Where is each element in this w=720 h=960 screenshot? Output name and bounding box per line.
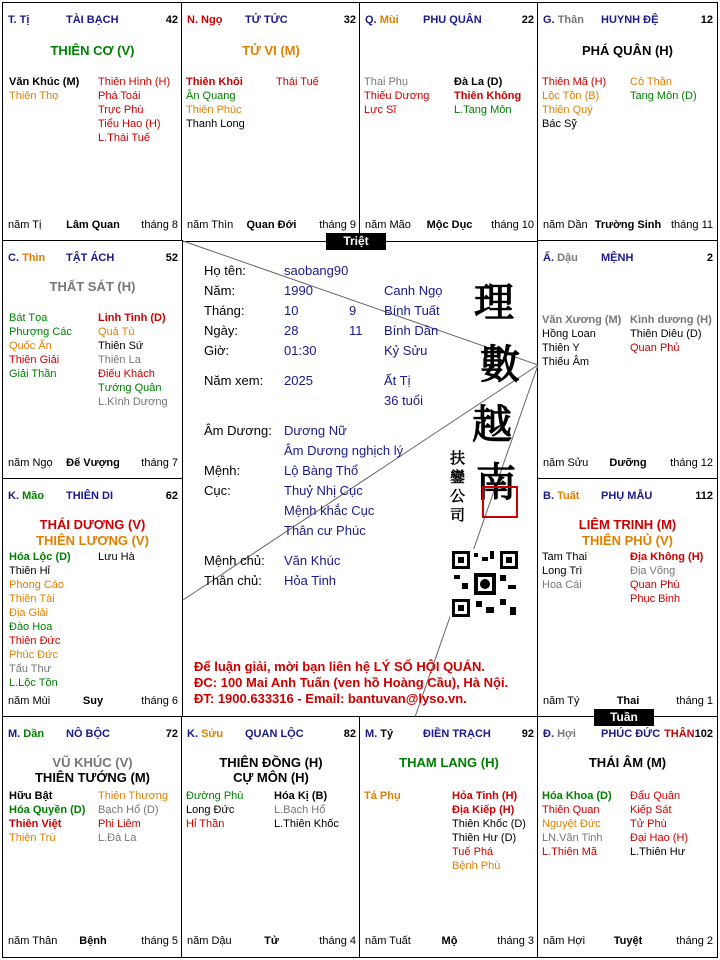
month: tháng 8 [141, 219, 178, 231]
cycle-age: 22 [521, 14, 534, 26]
branch: N. Ngọ [187, 14, 223, 26]
cycle-age: 42 [165, 14, 178, 26]
menh-value: Lộ Bàng Thổ [284, 463, 359, 478]
stars-right: Địa Không (H) Địa Võng Quan Phù Phục Binh [630, 551, 704, 605]
cell-than[interactable]: G. Thân HUYNH ĐỆ 12 PHÁ QUÂN (H) Thiên Mã (H) Lộc Tồn (B) Thiên Quý Bác Sỹ Cô Thần Tang Môn (D) năm Dần Trường Sinh tháng 11 [537, 2, 718, 242]
than-cu: Thân cư Phúc [284, 523, 366, 538]
stars-left: Văn Xương (M) Hồng Loan Thiên Y Thiếu Âm [542, 314, 622, 368]
palace: NÔ BỘC [66, 728, 110, 740]
life-stage: Mộ [441, 935, 458, 947]
age: 36 tuổi [384, 393, 424, 408]
hour-value: 01:30 [284, 343, 317, 358]
stars-right: Thiên Thương Bạch Hổ (D) Phi Liêm L.Đà La [98, 790, 169, 844]
year-canchi: Canh Ngọ [384, 283, 443, 298]
contact-line-1: Để luận giải, mời bạn liên hệ LÝ SỐ HỘI QUÁN. [194, 659, 485, 674]
than-marker: THÂN [664, 728, 695, 740]
main-star-1: THÁI DƯƠNG (V) [39, 517, 146, 532]
stars-left: Văn Khúc (M) Thiên Thọ [9, 76, 80, 102]
life-stage: Lâm Quan [66, 219, 120, 231]
life-stage: Tử [264, 935, 279, 947]
stars-right: Lưu Hà [98, 551, 135, 563]
qr-code-icon[interactable] [450, 549, 520, 619]
stars-right: Hỏa Tinh (H) Địa Kiếp (H) Thiên Khốc (D) Thiên Hư (D) Tuế Phá Bệnh Phù [452, 790, 526, 872]
main-star: THÁI ÂM (M) [588, 755, 667, 770]
stars-right: Kình dương (H) Thiên Diêu (D) Quan Phủ [630, 314, 712, 354]
cycle-age: 62 [165, 490, 178, 502]
stars-left: Hóa Khoa (D) Thiên Quan Nguyệt Đức LN.Văn Tinh L.Thiên Mã [542, 790, 612, 858]
cuc-note: Mệnh khắc Cục [284, 503, 375, 518]
amduong-label: Âm Dương: [204, 423, 272, 438]
month: tháng 12 [670, 457, 713, 469]
view-year-label: Năm xem: [204, 373, 264, 388]
main-star: THẤT SÁT (H) [49, 279, 136, 294]
main-star-1: LIÊM TRINH (M) [578, 517, 677, 532]
palace: HUYNH ĐỆ [601, 14, 659, 26]
cycle-age: 82 [343, 728, 356, 740]
month: tháng 11 [670, 219, 713, 231]
main-star-2: THIÊN PHỦ (V) [582, 533, 673, 548]
calligraphy-2: 數 [480, 341, 520, 388]
stars-left: Đường Phù Long Đức Hỉ Thần [186, 790, 244, 830]
palace: TỬ TỨC [245, 14, 288, 26]
cell-hoi[interactable]: Đ. Hợi PHÚC ĐỨC THÂN102 THÁI ÂM (M) Hóa Khoa (D) Thiên Quan Nguyệt Đức LN.Văn Tinh L.Thiên Mã Đẩu Quân Kiếp Sát Tử Phù Đại Hao (H) L.Thiên Hư năm Hợi Tuyệt tháng 2 [537, 716, 718, 958]
year: năm Thìn [187, 219, 234, 231]
palace: ĐIỀN TRẠCH [423, 728, 491, 740]
stars-right: Thiên Hình (H) Phá Toái Trực Phù Tiểu Hao (H) L.Thái Tuế [98, 76, 171, 144]
main-star: THIÊN CƠ (V) [50, 43, 135, 58]
contact-line-3[interactable]: ĐT: 1900.633316 - Email: bantuvan@lyso.vn. [194, 691, 467, 706]
year: năm Thân [8, 935, 58, 947]
hour-label: Giờ: [204, 343, 230, 358]
life-stage: Bệnh [79, 935, 107, 947]
day-canchi: Bính Dần [384, 323, 439, 338]
menh-label: Mệnh: [204, 463, 241, 478]
month-lunar: 9 [349, 303, 357, 318]
branch: T. Tị [8, 14, 30, 26]
main-star-2: THIÊN LƯƠNG (V) [36, 533, 149, 548]
month: tháng 5 [141, 935, 178, 947]
tuan-label: Tuần [594, 709, 654, 726]
stars-left: Tả Phụ [364, 790, 401, 802]
month-canchi: Bính Tuất [384, 303, 440, 318]
cell-dau[interactable]: Ấ. Dậu MỆNH 2 Văn Xương (M) Hồng Loan Thiên Y Thiếu Âm Kình dương (H) Thiên Diêu (D) Quan Phủ năm Sửu Dưỡng tháng 12 [537, 240, 718, 480]
calligraphy-1: 理 [474, 279, 514, 326]
main-star: TỬ VI (M) [242, 43, 300, 58]
palace: PHỤ MẪU [601, 490, 653, 502]
triet-label: Triệt [326, 233, 386, 250]
menhchu-label: Mệnh chủ: [204, 553, 265, 568]
year: năm Tị [8, 219, 42, 231]
year: năm Tý [543, 695, 580, 707]
stars-left: Thiên Khôi Ân Quang Thiên Phúc Thanh Long [186, 76, 245, 130]
thanchu-value: Hỏa Tinh [284, 573, 337, 588]
year: năm Tuất [365, 935, 411, 947]
life-stage: Thai [616, 695, 640, 707]
life-stage: Đế Vượng [66, 457, 120, 469]
life-stage: Quan Đới [246, 219, 297, 231]
year: năm Sửu [543, 457, 589, 469]
stars-right: Linh Tinh (D) Quả Tú Thiên Sứ Thiên La Điếu Khách Tướng Quân L.Kình Dương [98, 312, 168, 408]
name-label: Họ tên: [204, 263, 246, 278]
cycle-age: 2 [706, 252, 713, 264]
year: năm Mão [365, 219, 411, 231]
cell-thin[interactable]: C. Thìn TẬT ÁCH 52 THẤT SÁT (H) Bát Tọa Phượng Các Quốc Ấn Thiên Giải Giải Thần Linh Tinh (D) Quả Tú Thiên Sứ Thiên La Điếu Khách Tướng Quân L.Kình Dương năm Ngọ Đế Vượng tháng 7 [2, 240, 183, 480]
cycle-age: 52 [165, 252, 178, 264]
main-star-1: VŨ KHÚC (V) [52, 755, 133, 770]
year-label: Năm: [204, 283, 236, 298]
month: tháng 10 [491, 219, 534, 231]
view-year-canchi: Ất Tị [384, 373, 411, 388]
center-info [182, 241, 538, 717]
cycle-age: 92 [521, 728, 534, 740]
month: tháng 1 [676, 695, 713, 707]
main-star: PHÁ QUÂN (H) [582, 43, 673, 58]
small-calligraphy: 扶 鑾 公 司 [450, 449, 466, 524]
amduong-value: Dương Nữ [284, 423, 347, 438]
palace: PHU QUÂN [423, 14, 482, 26]
palace: PHÚC ĐỨC [601, 728, 661, 740]
stars-left: Hóa Lộc (D) Thiên Hỉ Phong Cáo Thiên Tài Địa Giải Đào Hoa Thiên Đức Phúc Đức Tấu Thư L.Lộc Tồn [9, 551, 71, 689]
day-value: 28 [284, 323, 299, 338]
calligraphy-3: 越 [472, 401, 512, 448]
month: tháng 6 [141, 695, 178, 707]
cell-mao[interactable]: K. Mão THIÊN DI 62 THÁI DƯƠNG (V) THIÊN LƯƠNG (V) Hóa Lộc (D) Thiên Hỉ Phong Cáo Thiên Tài Địa Giải Đào Hoa Thiên Đức Phúc Đức Tấu Thư L.Lộc Tồn Lưu Hà năm Mùi Suy tháng 6 [2, 478, 183, 718]
month: tháng 7 [141, 457, 178, 469]
life-stage: Suy [82, 695, 104, 707]
life-stage: Mộc Dục [426, 219, 473, 231]
cell-ty[interactable]: M. Tý ĐIỀN TRẠCH 92 THAM LANG (H) Tả Phụ Hỏa Tinh (H) Địa Kiếp (H) Thiên Khốc (D) Thiên Hư (D) Tuế Phá Bệnh Phù năm Tuất Mộ tháng 3 [359, 716, 539, 958]
day-label: Ngày: [204, 323, 238, 338]
life-stage: Dưỡng [609, 457, 647, 469]
palace: QUAN LỘC [245, 728, 304, 740]
cell-tuat[interactable]: B. Tuất PHỤ MẪU 112 LIÊM TRINH (M) THIÊN PHỦ (V) Tam Thai Long Trì Hoa Cái Địa Không (H) Địa Võng Quan Phù Phục Binh năm Tý Thai tháng 1 [537, 478, 718, 718]
cycle-age: 32 [343, 14, 356, 26]
cell-mui[interactable]: Q. Mùi PHU QUÂN 22 Thai Phụ Thiếu Dương Lực Sĩ Đà La (D) Thiên Không L.Tang Môn năm Mão Mộc Dục tháng 10 [359, 2, 539, 242]
cycle-age: 12 [700, 14, 713, 26]
menhchu-value: Văn Khúc [284, 553, 341, 568]
stars-left: Thiên Mã (H) Lộc Tồn (B) Thiên Quý Bác Sỹ [542, 76, 607, 130]
thanchu-label: Thân chủ: [204, 573, 262, 588]
cycle-age: 102 [694, 728, 713, 740]
cuc-label: Cục: [204, 483, 231, 498]
year: năm Hợi [543, 935, 586, 947]
year: năm Dậu [187, 935, 232, 947]
month: tháng 2 [676, 935, 713, 947]
name-value: saobang90 [284, 263, 349, 278]
stars-right: Đà La (D) Thiên Không L.Tang Môn [454, 76, 522, 116]
palace: MỆNH [601, 252, 634, 264]
stars-right: Đẩu Quân Kiếp Sát Tử Phù Đại Hao (H) L.Thiên Hư [630, 790, 689, 858]
palace: TẬT ÁCH [66, 252, 115, 264]
stars-left: Hữu Bật Hóa Quyền (D) Thiên Việt Thiên Trù [9, 790, 86, 844]
main-star: THAM LANG (H) [399, 755, 499, 770]
main-star-1: THIÊN ĐỒNG (H) [219, 755, 323, 770]
palace: THIÊN DI [66, 490, 114, 502]
month-label: Tháng: [204, 303, 245, 318]
stars-left: Thai Phụ Thiếu Dương Lực Sĩ [364, 76, 430, 116]
stars-left: Bát Tọa Phượng Các Quốc Ấn Thiên Giải Giải Thần [9, 312, 72, 380]
seal-icon [482, 486, 518, 518]
contact-line-2: ĐC: 100 Mai Anh Tuấn (ven hồ Hoàng Cầu), Hà Nội. [194, 675, 509, 690]
cycle-age: 72 [165, 728, 178, 740]
month: tháng 3 [497, 935, 534, 947]
year-value: 1990 [284, 283, 313, 298]
stars-right: Hóa Kị (B) L.Bạch Hổ L.Thiên Khốc [274, 790, 339, 830]
amduong-note: Âm Dương nghịch lý [284, 443, 404, 458]
day-lunar: 11 [349, 323, 363, 338]
life-stage: Trường Sinh [594, 219, 662, 231]
month-value: 10 [284, 303, 299, 318]
month: tháng 4 [319, 935, 356, 947]
main-star-2: THIÊN TƯỚNG (M) [34, 770, 151, 785]
year: năm Mùi [8, 695, 51, 707]
main-star-2: CỰ MÔN (H) [233, 770, 309, 785]
cycle-age: 112 [695, 490, 713, 502]
palace: TÀI BẠCH [66, 14, 119, 26]
cell-dan[interactable]: M. Dần NÔ BỘC 72 VŨ KHÚC (V) THIÊN TƯỚNG (M) Hữu Bật Hóa Quyền (D) Thiên Việt Thiên Trù Thiên Thương Bạch Hổ (D) Phi Liêm L.Đà La năm Thân Bệnh tháng 5 [2, 716, 183, 958]
hour-canchi: Kỷ Sửu [384, 343, 428, 358]
contact-block [194, 659, 534, 707]
calligraphy-4: 南 [476, 459, 516, 506]
cuc-value: Thuỷ Nhị Cục [284, 483, 363, 498]
view-year-value: 2025 [284, 373, 313, 388]
month: tháng 9 [319, 219, 356, 231]
stars-right: Thái Tuế [276, 76, 319, 88]
life-stage: Tuyệt [613, 935, 643, 947]
stars-left: Tam Thai Long Trì Hoa Cái [542, 551, 588, 591]
cell-suu[interactable]: K. Sửu QUAN LỘC 82 THIÊN ĐỒNG (H) CỰ MÔN (H) Đường Phù Long Đức Hỉ Thần Hóa Kị (B) L.Bạch Hổ L.Thiên Khốc năm Dậu Tử tháng 4 [181, 716, 361, 958]
stars-right: Cô Thần Tang Môn (D) [630, 76, 697, 102]
year: năm Ngọ [8, 457, 53, 469]
year: năm Dần [543, 219, 588, 231]
